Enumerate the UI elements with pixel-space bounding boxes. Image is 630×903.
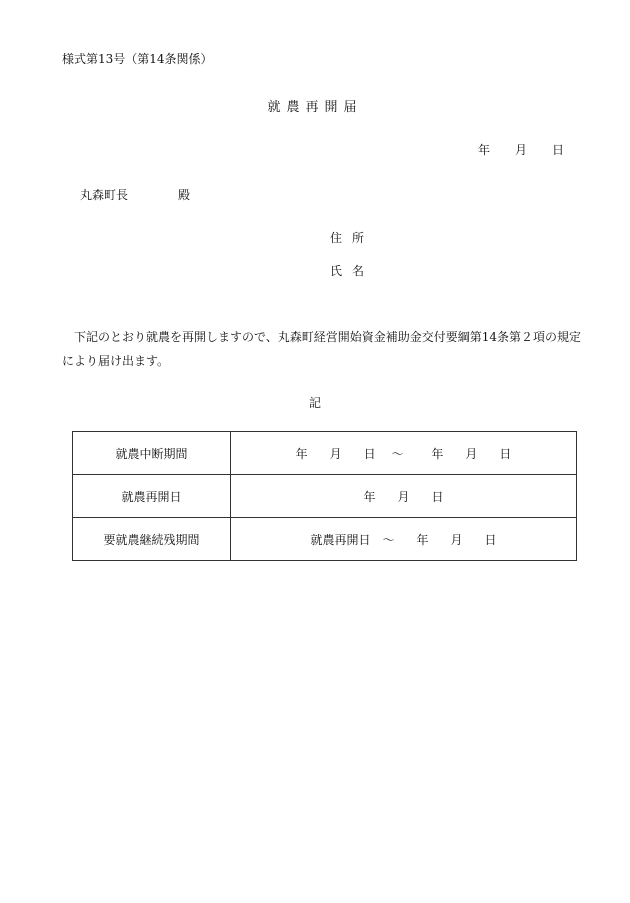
period-end-year: 年 — [431, 446, 444, 461]
address-label: 住所 — [330, 231, 375, 245]
form-number: 様式第13号（第14条関係） — [62, 52, 213, 66]
body-text: 下記のとおり就農を再開しますので、丸森町経営開始資金補助金交付要綱第14条第２項の規定により届け出ます。 — [62, 330, 582, 368]
period-end-month: 月 — [465, 446, 478, 461]
row-label: 要就農継続残期間 — [73, 518, 231, 561]
addressee — [80, 186, 190, 203]
resume-date-value — [231, 475, 577, 518]
remaining-day: 日 — [484, 532, 497, 547]
remaining-year: 年 — [416, 532, 429, 547]
period-end-day: 日 — [499, 446, 512, 461]
name-label: 氏名 — [330, 264, 375, 278]
period-start-year: 年 — [295, 446, 308, 461]
period-separator: ～ — [391, 446, 404, 461]
remaining-separator: ～ — [382, 532, 395, 547]
addressee-honorific: 殿 — [178, 188, 191, 202]
resume-day: 日 — [431, 489, 444, 504]
date-month: 月 — [515, 143, 528, 157]
period-start-day: 日 — [363, 446, 376, 461]
remaining-prefix: 就農再開日 — [310, 532, 371, 547]
resume-year: 年 — [363, 489, 376, 504]
info-table — [72, 431, 577, 561]
remaining-month: 月 — [450, 532, 463, 547]
table-row — [73, 475, 577, 518]
addressee-name: 丸森町長 — [80, 188, 129, 202]
submission-date — [478, 141, 564, 158]
resume-month: 月 — [397, 489, 410, 504]
ki-label: 記 — [308, 396, 321, 410]
date-day: 日 — [552, 143, 565, 157]
period-start-month: 月 — [329, 446, 342, 461]
interruption-period-value — [231, 432, 577, 475]
row-label: 就農再開日 — [73, 475, 231, 518]
table-row — [73, 518, 577, 561]
document-title: 就農再開届 — [267, 100, 363, 115]
table-row — [73, 432, 577, 475]
remaining-period-value — [231, 518, 577, 561]
date-year: 年 — [478, 143, 491, 157]
row-label: 就農中断期間 — [73, 432, 231, 475]
